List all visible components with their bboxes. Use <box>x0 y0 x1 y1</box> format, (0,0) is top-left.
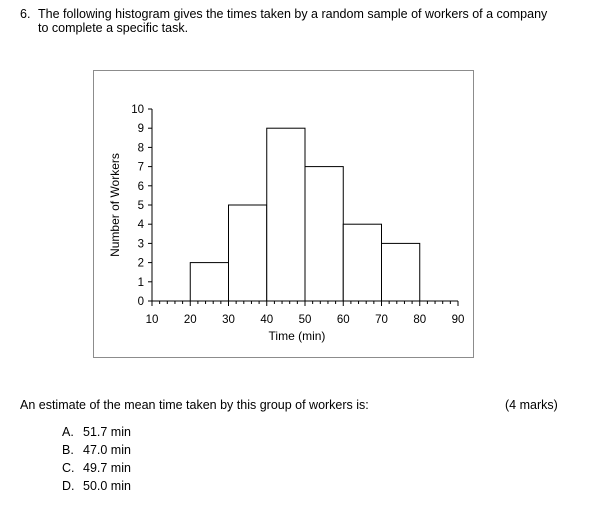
x-tick-label: 20 <box>183 314 197 326</box>
y-axis-label: Number of Workers <box>108 153 122 257</box>
histogram-bar <box>305 167 343 301</box>
y-tick-label: 6 <box>137 180 144 193</box>
option-c-letter: C. <box>62 461 75 475</box>
option-b[interactable] <box>62 441 131 459</box>
option-a-text: 51.7 min <box>83 425 131 439</box>
histogram-bar <box>343 224 381 301</box>
question-number: 6. <box>20 7 31 21</box>
option-b-letter: B. <box>62 443 74 457</box>
x-tick-label: 30 <box>222 314 235 326</box>
y-tick-label: 8 <box>137 142 144 155</box>
y-tick-label: 1 <box>137 276 144 289</box>
y-tick-label: 9 <box>137 123 144 136</box>
y-tick-label: 4 <box>137 219 144 232</box>
y-tick-label: 7 <box>137 161 144 174</box>
x-tick-label: 70 <box>375 314 388 326</box>
x-tick-label: 40 <box>260 314 274 326</box>
question-text: The following histogram gives the times taken by a random sample of workers of a company to complete a specific task. <box>38 7 548 35</box>
option-c-text: 49.7 min <box>83 461 131 475</box>
histogram-bar <box>382 243 420 301</box>
x-tick-label: 90 <box>451 314 465 326</box>
y-tick-label: 2 <box>137 257 144 270</box>
option-d-text: 50.0 min <box>83 479 131 493</box>
option-d-letter: D. <box>62 479 75 493</box>
option-b-text: 47.0 min <box>83 443 131 457</box>
answer-options <box>62 423 131 495</box>
x-axis-label: Time (min) <box>268 329 326 343</box>
x-tick-label: 80 <box>413 314 427 326</box>
histogram-bar <box>229 205 267 301</box>
option-c[interactable] <box>62 459 131 477</box>
y-tick-label: 5 <box>137 200 144 212</box>
y-tick-label: 3 <box>137 238 144 251</box>
marks-label: (4 marks) <box>505 398 558 412</box>
option-a[interactable] <box>62 423 131 441</box>
option-a-letter: A. <box>62 425 74 439</box>
x-tick-label: 10 <box>145 314 159 326</box>
histogram-bar <box>190 263 228 301</box>
x-tick-label: 50 <box>298 314 312 326</box>
y-tick-label: 10 <box>131 104 144 116</box>
histogram-bar <box>267 128 305 301</box>
y-tick-label: 0 <box>137 296 144 308</box>
option-d[interactable] <box>62 477 131 495</box>
x-tick-label: 60 <box>336 314 350 326</box>
question-prompt: An estimate of the mean time taken by this group of workers is: <box>20 398 369 412</box>
